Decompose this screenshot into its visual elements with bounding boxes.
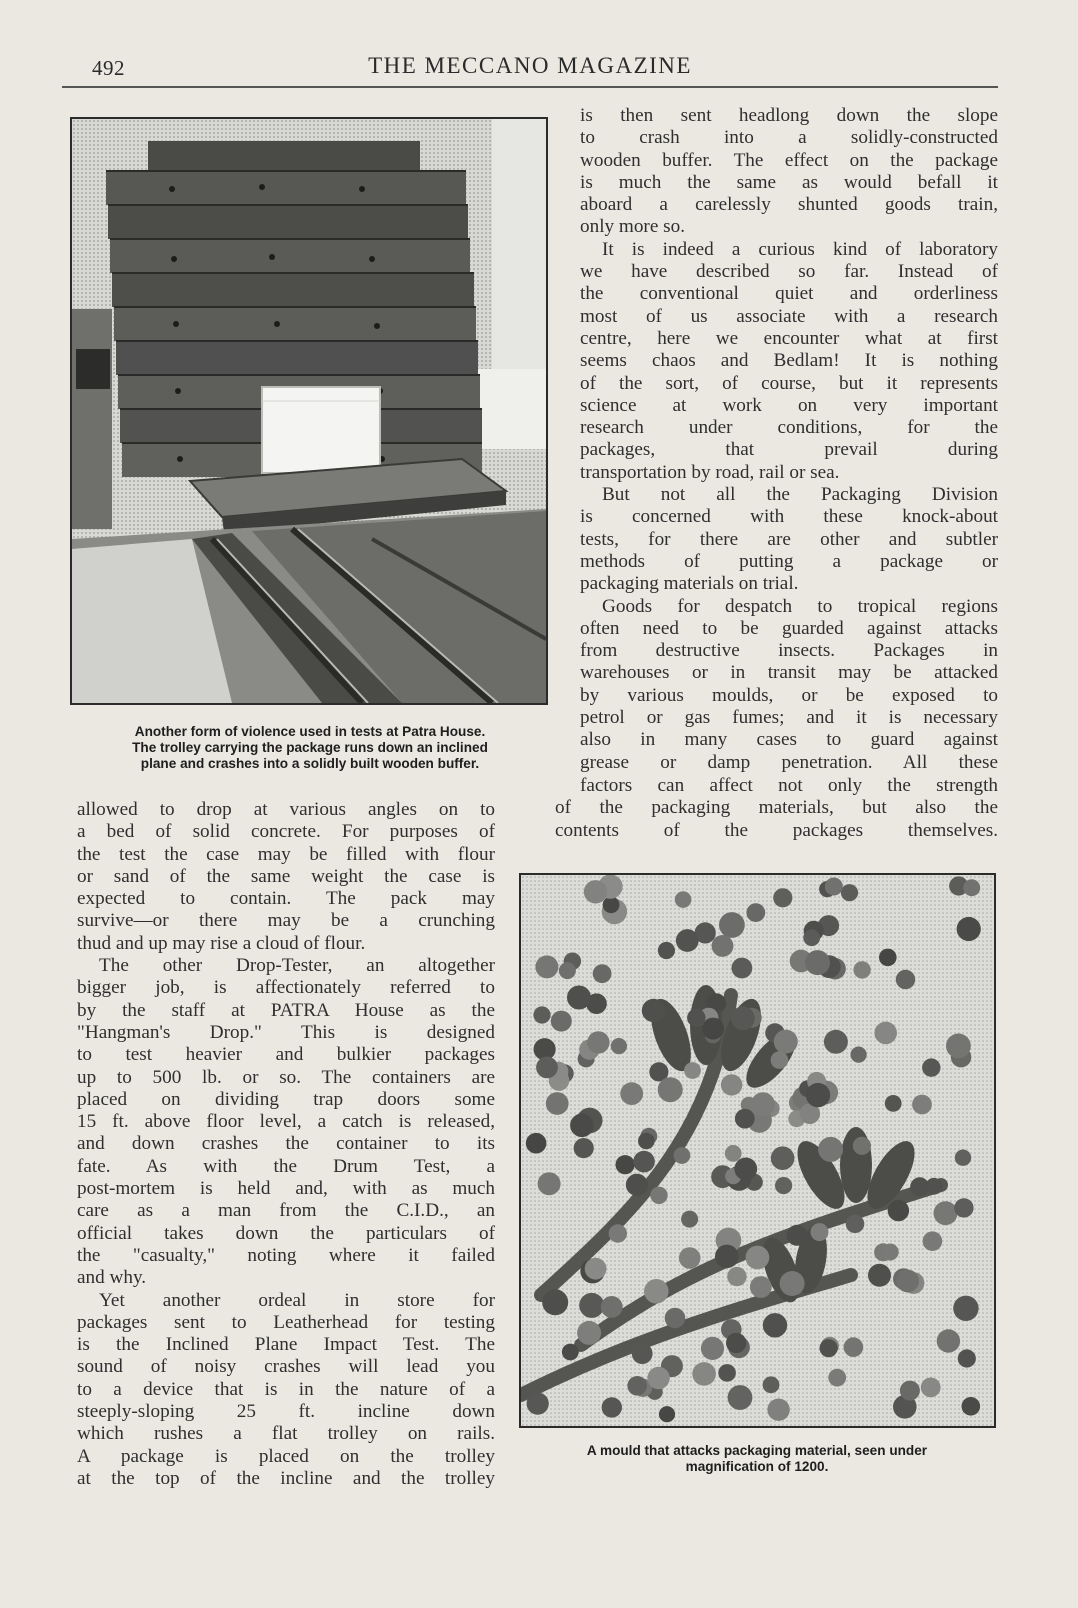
spore (746, 903, 765, 922)
spore (632, 1343, 653, 1364)
spore (587, 1031, 609, 1053)
spore (953, 1296, 978, 1321)
text-line: contents of the packages themselves. (555, 819, 998, 841)
spore (731, 1006, 755, 1030)
spore (611, 1038, 627, 1054)
text-line: and down crashes the container to its (77, 1133, 495, 1155)
spore (900, 1381, 920, 1401)
spore (538, 1172, 561, 1195)
spore (811, 1223, 829, 1241)
spore (627, 1376, 647, 1396)
spore (853, 961, 870, 978)
spore (735, 1109, 755, 1129)
spore (954, 1198, 973, 1217)
text-line: post-mortem is held and, with as much (77, 1178, 495, 1200)
text-line: care as a man from the C.I.D., an (77, 1200, 495, 1222)
spore (841, 884, 858, 901)
spore (921, 1378, 941, 1398)
spore (642, 999, 665, 1022)
text-line: methods of putting a package or (580, 550, 998, 572)
magazine-title: THE MECCANO MAGAZINE (368, 53, 692, 78)
spore (579, 1293, 604, 1318)
spore (535, 955, 558, 978)
text-line: tests, for there are other and subtler (580, 528, 998, 550)
spore (725, 1145, 742, 1162)
spore (719, 912, 745, 938)
spore (888, 1200, 909, 1221)
trolley-buffer-illustration (72, 119, 546, 703)
spore (912, 1095, 932, 1115)
text-line: to a device that is in the nature of a (77, 1378, 495, 1400)
spore (851, 1047, 867, 1063)
text-line: "Hangman's Drop." This is designed (77, 1021, 495, 1043)
text-line: Goods for despatch to tropical regions (602, 595, 998, 617)
spore (536, 1057, 558, 1079)
spore (644, 1279, 669, 1304)
spore (533, 1006, 550, 1023)
spore (676, 929, 699, 952)
spore (771, 1051, 789, 1069)
spore (626, 1174, 648, 1196)
text-line: packages, that prevail during (580, 439, 998, 461)
spore (602, 1397, 622, 1417)
text-line: warehouses or in transit may be attacked (580, 662, 998, 684)
mould-photo-caption (512, 1443, 1002, 1475)
spore (570, 1114, 594, 1138)
spore (647, 1367, 669, 1389)
text-line: science at work on very important (580, 394, 998, 416)
text-line: by the staff at PATRA House as the (77, 999, 495, 1021)
text-line: fate. As with the Drum Test, a (77, 1155, 495, 1177)
spore (820, 1339, 838, 1357)
spore (955, 1150, 971, 1166)
text-line: aboard a carelessly shunted goods train, (580, 194, 998, 216)
spore (803, 929, 820, 946)
spore (603, 896, 620, 913)
spore (825, 878, 843, 896)
text-line: The other Drop-Tester, an altogether (99, 955, 495, 977)
spore (712, 935, 734, 957)
text-line: the conventional quiet and orderliness (580, 283, 998, 305)
trolley-buffer-photo (70, 117, 548, 705)
mould-micrograph-illustration (521, 875, 994, 1426)
spore (665, 1308, 686, 1329)
text-line: seems chaos and Bedlam! It is nothing (580, 350, 998, 372)
text-line: research under conditions, for the (580, 417, 998, 439)
spore (946, 1034, 971, 1059)
spore (773, 888, 792, 907)
spore (593, 964, 612, 983)
text-line: sound of noisy crashes will lead you (77, 1356, 495, 1378)
text-line: But not all the Packaging Division (602, 484, 998, 506)
spore (601, 1296, 623, 1318)
text-line: most of us associate with a research (580, 305, 998, 327)
spore (718, 1364, 736, 1382)
spore (734, 1158, 757, 1181)
spore (958, 1349, 976, 1367)
spore (732, 958, 753, 979)
spore (728, 1385, 753, 1410)
spore (775, 1177, 792, 1194)
text-line: often need to be guarded against attacks (580, 617, 998, 639)
spore (701, 1337, 724, 1360)
spore (633, 1151, 655, 1173)
spore (806, 1083, 830, 1107)
spore (937, 1329, 960, 1352)
text-line: allowed to drop at various angles on to (77, 799, 495, 820)
spore (780, 1271, 805, 1296)
spore (910, 1177, 929, 1196)
text-line: or sand of the same weight the case is (77, 865, 495, 887)
spore (674, 1147, 691, 1164)
caption-line: plane and crashes into a solidly built wooden buffer. (140, 756, 480, 771)
spore (546, 1092, 569, 1115)
spore (868, 1264, 891, 1287)
text-line: is concerned with these knock-about (580, 506, 998, 528)
spore (818, 1137, 843, 1162)
spore (828, 1369, 846, 1387)
text-line: wooden buffer. The effect on the package (580, 149, 998, 171)
text-line: packaging materials on trial. (580, 573, 799, 595)
spore (787, 1225, 808, 1246)
right-column-continuation (555, 775, 998, 842)
spore (726, 1333, 746, 1353)
spore (542, 1289, 568, 1315)
text-line: of the packaging materials, but also the (555, 797, 998, 819)
spore (824, 1030, 848, 1054)
spore (675, 891, 692, 908)
spore (957, 917, 981, 941)
text-line: is the Inclined Plane Impact Test. The (77, 1334, 495, 1356)
spore (551, 1011, 572, 1032)
text-line: up to 500 lb. or so. The containers are (77, 1066, 495, 1088)
spore (844, 1337, 864, 1357)
spore (750, 1276, 772, 1298)
spore (923, 1231, 943, 1251)
spore (934, 1201, 958, 1225)
text-line: to test heavier and bulkier packages (77, 1044, 495, 1066)
spore (715, 1245, 739, 1269)
spore (767, 1399, 789, 1421)
text-line: and why. (77, 1267, 147, 1289)
spore (702, 1018, 724, 1040)
text-line: by various moulds, or be exposed to (580, 684, 998, 706)
text-line: which rushes a flat trolley on rails. (77, 1423, 495, 1445)
spore (879, 949, 897, 967)
text-line: grease or damp penetration. All these (580, 751, 998, 773)
text-line: factors can affect not only the strength (580, 775, 998, 796)
spore (650, 1187, 667, 1204)
text-line: petrol or gas fumes; and it is necessary (580, 707, 998, 729)
spore (774, 1030, 798, 1054)
caption-line: Another form of violence used in tests at Patra House. (134, 724, 486, 739)
spore (616, 1155, 635, 1174)
spore (751, 1092, 775, 1116)
spore (763, 1313, 787, 1337)
trolley-photo-caption (62, 724, 558, 772)
text-line: steeply-sloping 25 ft. incline down (77, 1401, 495, 1423)
spore (687, 1009, 705, 1027)
left-column-text (77, 799, 495, 1490)
spore (846, 1215, 865, 1234)
spore (882, 1244, 899, 1261)
text-line: to crash into a solidly-constructed (580, 127, 998, 149)
caption-line: The trolley carrying the package runs down an inclined (132, 740, 488, 755)
spore (963, 879, 980, 896)
spore (874, 1022, 897, 1045)
spore (692, 1362, 716, 1386)
spore (727, 1267, 746, 1286)
spore (658, 1077, 683, 1102)
header-rule (62, 86, 998, 88)
spore (658, 942, 675, 959)
text-line: expected to contain. The pack may (77, 888, 495, 910)
spore (681, 1211, 698, 1228)
spore (679, 1247, 701, 1269)
text-line: transportation by road, rail or sea. (580, 461, 840, 483)
text-line: official takes down the particulars of (77, 1222, 495, 1244)
spore (526, 1133, 547, 1154)
caption-line: magnification of 1200. (685, 1459, 829, 1474)
spore (805, 950, 830, 975)
text-line: is then sent headlong down the slope (580, 105, 998, 126)
text-line: placed on dividing trap doors some (77, 1088, 495, 1110)
text-line: only more so. (580, 216, 685, 238)
text-line: of the sort, of course, but it represents (580, 372, 998, 394)
mould-micrograph-photo (519, 873, 996, 1428)
spore (638, 1133, 655, 1150)
text-line: bigger job, is affectionately referred to (77, 977, 495, 999)
spore (763, 1376, 780, 1393)
spore (885, 1095, 902, 1112)
caption-line: A mould that attacks packaging material, seen under (586, 1443, 928, 1458)
running-header (62, 50, 998, 86)
spore (684, 1062, 701, 1079)
text-line: also in many cases to guard against (580, 729, 998, 751)
text-line: a bed of solid concrete. For purposes of (77, 821, 495, 843)
spore (721, 1074, 742, 1095)
spore (574, 1138, 594, 1158)
text-line: from destructive insects. Packages in (580, 640, 998, 662)
text-line: packages sent to Leatherhead for testing (77, 1311, 495, 1333)
spore (896, 1270, 919, 1293)
spore (771, 1146, 795, 1170)
spore (562, 1344, 579, 1361)
spore (922, 1058, 940, 1076)
page-number: 492 (92, 56, 125, 80)
text-line: It is indeed a curious kind of laboratory (602, 238, 998, 260)
text-line: the test the case may be filled with flour (77, 843, 495, 865)
text-line: A package is placed on the trolley (77, 1445, 495, 1467)
spore (746, 1246, 770, 1270)
text-line: at the top of the incline and the trolley (77, 1467, 495, 1489)
text-line: we have described so far. Instead of (580, 261, 998, 283)
text-line: Yet another ordeal in store for (99, 1289, 495, 1311)
spore (896, 970, 915, 989)
spore (659, 1406, 675, 1422)
right-column-text (580, 105, 998, 774)
text-line: survive—or there may be a crunching (77, 910, 495, 932)
spore (585, 1258, 607, 1280)
text-line: 15 ft. above floor level, a catch is released, (77, 1111, 495, 1133)
spore (559, 962, 576, 979)
text-line: centre, here we encounter what at first (580, 327, 998, 349)
text-line: is much the same as would befall it (580, 171, 998, 193)
spore (620, 1082, 643, 1105)
spore (962, 1397, 981, 1416)
text-line: the "casualty," noting where it failed (77, 1244, 495, 1266)
spore (609, 1224, 627, 1242)
spore (853, 1137, 871, 1155)
text-line: thud and up may rise a cloud of flour. (77, 932, 366, 954)
spore (584, 880, 607, 903)
spore (567, 986, 591, 1010)
spore (577, 1321, 601, 1345)
spore (527, 1393, 549, 1415)
